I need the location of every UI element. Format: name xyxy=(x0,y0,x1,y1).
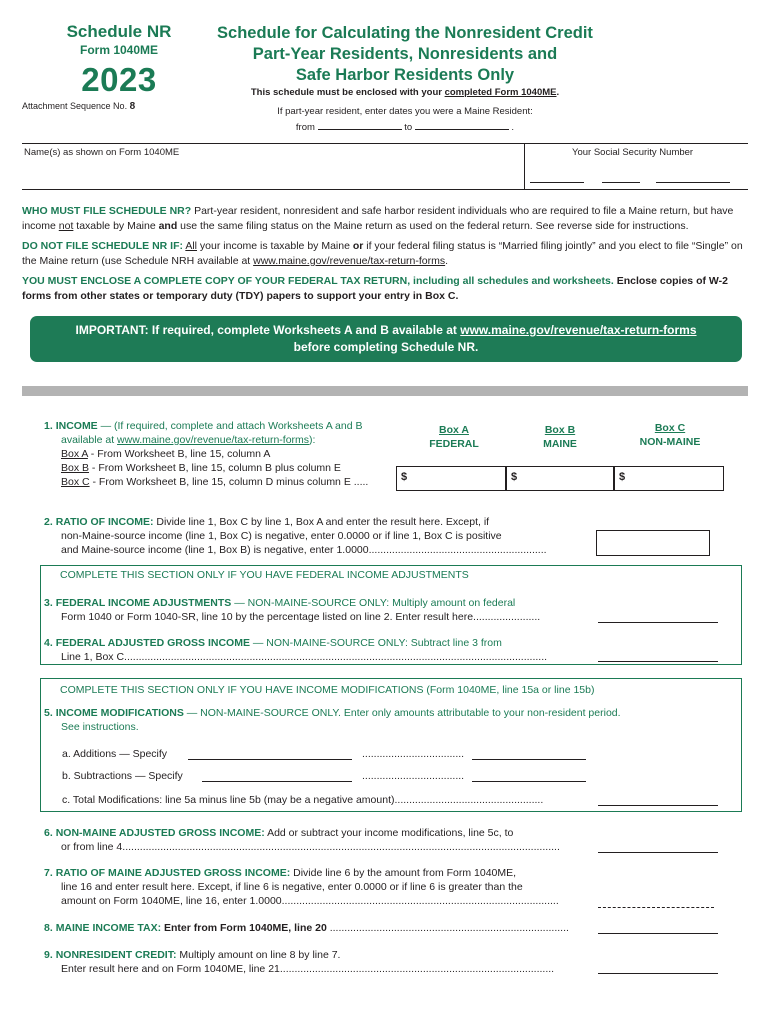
line-5-text-2: See instructions. xyxy=(61,721,139,733)
line-8-dots: .................................................................................. xyxy=(326,922,569,934)
line-1-boxa-text: - From Worksheet B, line 15, column A xyxy=(87,448,271,460)
box-a-title: Box A xyxy=(439,424,469,436)
to-date-field[interactable] xyxy=(415,129,509,130)
line-3-number: 3. xyxy=(44,597,53,609)
line-7-text-3: amount on Form 1040ME, line 16, enter 1.0000............................................................................................... xyxy=(61,895,559,907)
title-line-2: Part-Year Residents, Nonresidents and xyxy=(252,45,558,63)
to-label: to xyxy=(404,122,413,133)
who-must-file-heading: WHO MUST FILE SCHEDULE NR? xyxy=(22,205,192,217)
line-1-box-b-input[interactable] xyxy=(506,466,614,491)
line-9-number: 9. xyxy=(44,949,53,961)
worksheets-link[interactable]: www.maine.gov/revenue/tax-return-forms xyxy=(460,323,697,337)
who-must-file xyxy=(22,204,748,234)
line-5-number: 5. xyxy=(44,707,53,719)
line-2-number: 2. xyxy=(44,516,53,528)
line-3-input[interactable] xyxy=(598,622,718,623)
federal-section-heading: COMPLETE THIS SECTION ONLY IF YOU HAVE FEDERAL INCOME ADJUSTMENTS xyxy=(60,569,469,581)
box-a-subtitle: FEDERAL xyxy=(429,438,479,450)
line-7-ratio-input[interactable] xyxy=(598,902,714,908)
line-9-text-1: Multiply amount on line 8 by line 7. xyxy=(176,949,341,961)
line-8-bold-text: Enter from Form 1040ME, line 20 xyxy=(161,922,327,934)
line-6-text xyxy=(44,826,594,854)
do-not-file xyxy=(22,239,748,269)
line-6-text-1: Add or subtract your income modifications, line 5c, to xyxy=(264,827,514,839)
line-9-text-2: Enter result here and on Form 1040ME, line 21.............................................................................................. xyxy=(61,963,555,975)
attachment-number: 8 xyxy=(129,101,136,112)
schedule-name: Schedule NR xyxy=(66,22,172,41)
ssn-label: Your Social Security Number xyxy=(572,147,694,158)
line-1-boxa-label: Box A xyxy=(61,448,88,460)
box-c-header xyxy=(622,421,718,449)
line-2-text-3: and Maine-source income (line 1, Box B) is negative, enter 1.0000............................................................. xyxy=(61,544,547,556)
line-3-text-1: — NON-MAINE-SOURCE ONLY: Multiply amount on federal xyxy=(231,597,516,609)
enclosure-underlined: completed Form 1040ME xyxy=(444,87,557,98)
line-1-avail: available at xyxy=(61,434,118,446)
line-1-desc: — (If required, complete and attach Worksheets A and B xyxy=(97,420,363,432)
tax-year: 2023 xyxy=(81,61,157,98)
line-1-text xyxy=(44,419,404,489)
line-5b-dots: ................................... xyxy=(362,770,465,782)
line-4-text xyxy=(44,636,594,664)
ssn-field-2[interactable] xyxy=(602,182,640,183)
line-2-heading: RATIO OF INCOME: xyxy=(55,516,154,528)
line-6-input[interactable] xyxy=(598,852,718,853)
line-6-text-2: or from line 4...................................................................................................................................................... xyxy=(61,841,560,853)
line-4-input[interactable] xyxy=(598,661,718,662)
modifications-section-heading: COMPLETE THIS SECTION ONLY IF YOU HAVE INCOME MODIFICATIONS (Form 1040ME, line 15a or line 15b) xyxy=(60,684,595,696)
line-7-number: 7. xyxy=(44,867,53,879)
line-8-heading: MAINE INCOME TAX: xyxy=(55,922,162,934)
line-4-heading: FEDERAL ADJUSTED GROSS INCOME xyxy=(55,637,250,649)
line-6-heading: NON-MAINE ADJUSTED GROSS INCOME: xyxy=(55,827,265,839)
line-9-heading: NONRESIDENT CREDIT: xyxy=(55,949,177,961)
line-5-text xyxy=(44,706,734,734)
income-modifications-section xyxy=(40,678,742,812)
name-label: Name(s) as shown on Form 1040ME xyxy=(24,147,180,158)
title-line-3: Safe Harbor Residents Only xyxy=(295,66,515,84)
box-b-header xyxy=(514,423,606,451)
line-4-text-1: — NON-MAINE-SOURCE ONLY: Subtract line 3 from xyxy=(249,637,502,649)
line-5b-specify-input[interactable] xyxy=(202,781,352,782)
line-5a-specify-input[interactable] xyxy=(188,759,352,760)
line-1-boxb-text: - From Worksheet B, line 15, column B plus column E xyxy=(89,462,341,474)
line-5b-amount-input[interactable] xyxy=(472,781,586,782)
line-7-text xyxy=(44,866,594,908)
dollar-sign: $ xyxy=(401,471,408,483)
line-1-number: 1. xyxy=(44,420,53,432)
enclosure-note xyxy=(200,87,610,98)
box-b-subtitle: MAINE xyxy=(543,438,577,450)
important-line-2: before completing Schedule NR. xyxy=(293,340,479,354)
attachment-sequence xyxy=(22,101,135,112)
important-banner xyxy=(30,316,742,362)
title-line-1: Schedule for Calculating the Nonresident Credit xyxy=(217,24,593,42)
box-c-title: Box C xyxy=(654,422,686,434)
line-3-heading: FEDERAL INCOME ADJUSTMENTS xyxy=(55,597,232,609)
from-label: from xyxy=(295,122,315,133)
line-2-ratio-input[interactable] xyxy=(596,530,710,556)
nrh-link[interactable]: www.maine.gov/revenue/tax-return-forms xyxy=(253,255,446,267)
donot-all: All xyxy=(185,240,198,252)
box-b-title: Box B xyxy=(544,424,576,436)
line-2-text-2: non-Maine-source income (line 1, Box C) is negative, enter 0.0000 or if line 1, Box C is positive xyxy=(61,530,502,542)
ssn-field-3[interactable] xyxy=(656,182,730,183)
must-enclose-text: Enclose copies of W-2 forms from other states or temporary duty (TDY) papers to support your entry in Box C. xyxy=(22,275,728,302)
must-enclose-heading: YOU MUST ENCLOSE A COMPLETE COPY OF YOUR FEDERAL TAX RETURN, including all schedules and worksheets. xyxy=(22,275,614,287)
important-line-1 xyxy=(30,322,742,339)
who-and: and xyxy=(158,220,178,232)
page-title xyxy=(200,23,610,86)
line-5c-input[interactable] xyxy=(598,805,718,806)
residency-dates-note: If part-year resident, enter dates you were a Maine Resident: xyxy=(277,106,533,117)
donot-text-2: if your federal filing status is “Married filing jointly” and you elect to file “Single” on the Maine return (use Schedule NRH available at xyxy=(22,240,743,267)
who-text-2: taxable by Maine xyxy=(73,220,159,232)
do-not-file-heading: DO NOT FILE SCHEDULE NR IF: xyxy=(22,240,183,252)
enclosure-text: This schedule must be enclosed with your xyxy=(250,87,445,98)
who-not: not xyxy=(58,220,74,232)
line-7-text-1: Divide line 6 by the amount from Form 1040ME, xyxy=(290,867,517,879)
line-2-text-1: Divide line 1, Box C by line 1, Box A and enter the result here. Except, if xyxy=(153,516,490,528)
box-a-header xyxy=(408,423,500,451)
line-7-text-2: line 16 and enter result here. Except, if line 6 is negative, enter 0.0000 or if line 6 is greater than the xyxy=(61,881,523,893)
line-5-text-1: — NON-MAINE-SOURCE ONLY. Enter only amounts attributable to your non-resident period. xyxy=(183,707,621,719)
line-6-number: 6. xyxy=(44,827,53,839)
line-5-heading: INCOME MODIFICATIONS xyxy=(55,707,184,719)
line-3-text-2: Form 1040 or Form 1040-SR, line 10 by the percentage listed on line 2. Enter result here....................... xyxy=(61,611,541,623)
section-divider-bar xyxy=(22,386,748,396)
donot-or: or xyxy=(352,240,364,252)
line-1-boxb-label: Box B xyxy=(61,462,90,474)
line-5b-label: b. Subtractions — Specify xyxy=(62,770,183,782)
who-text-3: use the same filing status on the Maine return as used on the federal return. See reverse side for instructions. xyxy=(177,220,689,232)
attachment-label: Attachment Sequence No. xyxy=(22,101,128,111)
dollar-sign: $ xyxy=(511,471,518,483)
from-date-field[interactable] xyxy=(318,129,402,130)
donot-end: . xyxy=(445,255,449,267)
line-1-box-c-input[interactable] xyxy=(614,466,724,491)
line-7-heading: RATIO OF MAINE ADJUSTED GROSS INCOME: xyxy=(55,867,291,879)
line-9-text xyxy=(44,948,594,976)
line-8-input[interactable] xyxy=(598,933,718,934)
name-ssn-divider xyxy=(524,143,525,189)
name-field[interactable] xyxy=(24,162,520,186)
header-bottom-rule xyxy=(22,189,748,190)
line-8-number: 8. xyxy=(44,922,53,934)
line-1-heading: INCOME xyxy=(55,420,98,432)
form-name: Form 1040ME xyxy=(79,43,159,57)
line-1-boxc-label: Box C xyxy=(61,476,90,488)
line-4-text-2: Line 1, Box C................................................................................................................................................. xyxy=(61,651,548,663)
line-5a-amount-input[interactable] xyxy=(472,759,586,760)
important-text: IMPORTANT: If required, complete Worksheets A and B available at xyxy=(75,323,461,337)
line-1-link[interactable]: www.maine.gov/revenue/tax-return-forms xyxy=(117,434,310,446)
box-c-subtitle: NON-MAINE xyxy=(639,436,701,448)
enclosure-period: . xyxy=(556,87,560,98)
dollar-sign: $ xyxy=(619,471,626,483)
line-4-number: 4. xyxy=(44,637,53,649)
line-1-box-a-input[interactable] xyxy=(396,466,506,491)
form-header-left xyxy=(14,22,224,99)
line-3-text xyxy=(44,596,594,624)
line-5a-label: a. Additions — Specify xyxy=(62,748,168,760)
donot-text-1: your income is taxable by Maine xyxy=(197,240,353,252)
line-2-text xyxy=(44,515,604,557)
residency-dates: from to . xyxy=(295,122,515,133)
line-8-text xyxy=(44,921,594,935)
line-1-boxc-text: - From Worksheet B, line 15, column D minus column E ..... xyxy=(89,476,369,488)
who-text-1: Part-year resident, nonresident and safe harbor resident individuals who are required to file a Maine return, but have income xyxy=(22,205,734,232)
line-1-avail-end: ): xyxy=(309,434,316,446)
line-9-input[interactable] xyxy=(598,973,718,974)
line-5c-label: c. Total Modifications: line 5a minus line 5b (may be a negative amount)................................................... xyxy=(62,794,544,806)
ssn-field-1[interactable] xyxy=(530,182,584,183)
must-enclose xyxy=(22,274,748,304)
line-5a-dots: ................................... xyxy=(362,748,465,760)
